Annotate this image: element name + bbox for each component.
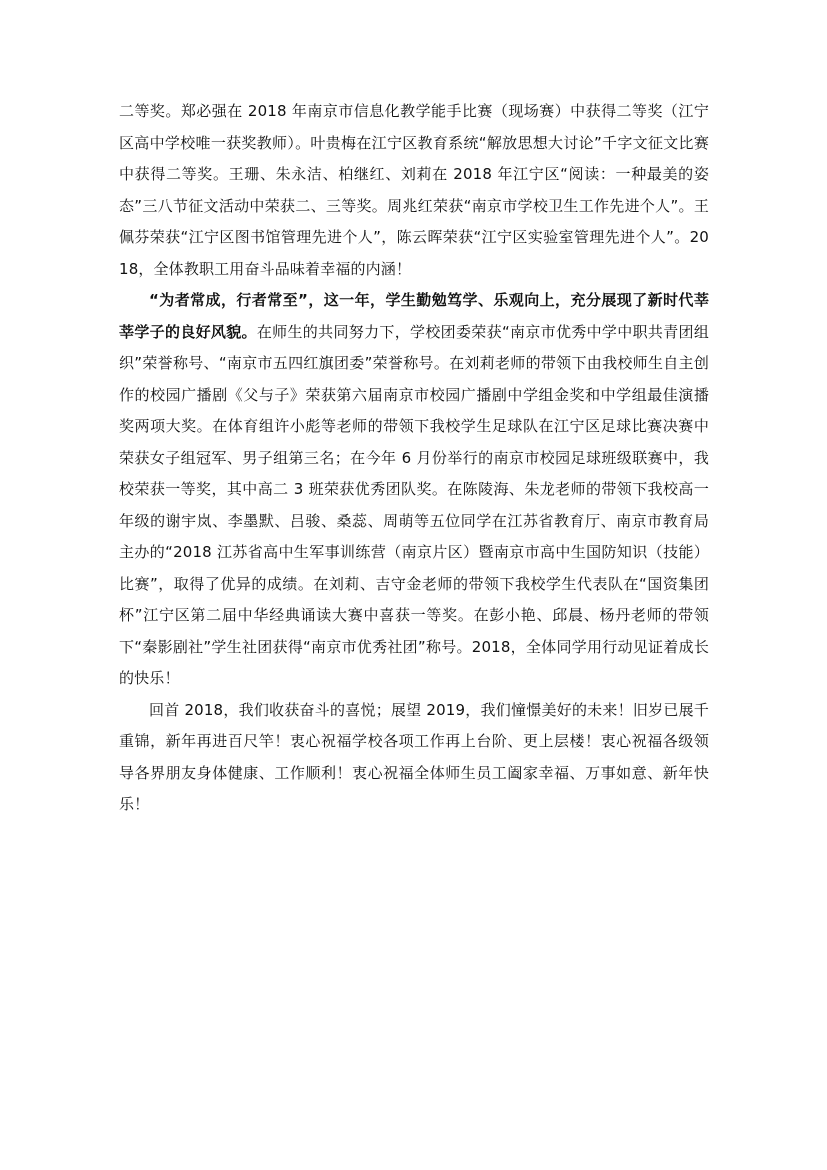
paragraph-teacher-awards-text: 二等奖。郑必强在 2018 年南京市信息化教学能手比赛（现场赛）中获得二等奖（江宁区高中学校唯一获奖教师）。叶贵梅在江宁区教育系统“解放思想大讨论”千字文征文比赛中获得二等奖。王珊、朱永洁、柏继红、刘莉在 2018 年江宁区“阅读：一种最美的姿态”三八节征文活动中荣获二、三等奖。周兆红荣获“南京市学校卫生工作先进个人”。王佩芬荣获“江宁区图书馆管理先进个人”，陈云晖荣获“江宁区实验室管理先进个人”。2018，全体教职工用奋斗品味着幸福的内涵！: [119, 102, 709, 278]
paragraph-teacher-awards: [119, 96, 709, 285]
document-page: [119, 96, 709, 821]
paragraph-new-year-wishes-text: 回首 2018，我们收获奋斗的喜悦；展望 2019，我们憧憬美好的未来！旧岁已展千重锦，新年再进百尺竿！衷心祝福学校各项工作再上台阶、更上层楼！衷心祝福各级领导各界朋友身体健康、工作顺利！衷心祝福全体师生员工阖家幸福、万事如意、新年快乐！: [119, 700, 709, 813]
paragraph-student-achievements-text: 在师生的共同努力下，学校团委荣获“南京市优秀中学中职共青团组织”荣誉称号、“南京市五四红旗团委”荣誉称号。在刘莉老师的带领下由我校师生自主创作的校园广播剧《父与子》荣获第六届南京市校园广播剧中学组金奖和中学组最佳演播奖两项大奖。在体育组许小彪等老师的带领下我校学生足球队在江宁区足球比赛决赛中荣获女子组冠军、男子组第三名；在今年 6 月份举行的南京市校园足球班级联赛中，我校荣获一等奖，其中高二 3 班荣获优秀团队奖。在陈陵海、朱龙老师的带领下我校高一年级的谢宇岚、李墨默、吕骏、桑蕊、周萌等五位同学在江苏省教育厅、南京市教育局主办的“2018 江苏省高中生军事训练营（南京片区）暨南京市高中生国防知识（技能）比赛”，取得了优异的成绩。在刘莉、吉守金老师的带领下我校学生代表队在“国资集团杯”江宁区第二届中华经典诵读大赛中喜获一等奖。在彭小艳、邱晨、杨丹老师的带领下“秦影剧社”学生社团获得“南京市优秀社团”称号。2018，全体同学用行动见证着成长的快乐！: [119, 322, 709, 687]
paragraph-new-year-wishes: [119, 695, 709, 821]
paragraph-student-achievements-lead: “为者常成，行者常至”，这一年，学生勤勉笃学、乐观向上，充分展现了新时代莘莘学子的良好风貌。: [119, 291, 709, 341]
paragraph-student-achievements: [119, 285, 709, 695]
